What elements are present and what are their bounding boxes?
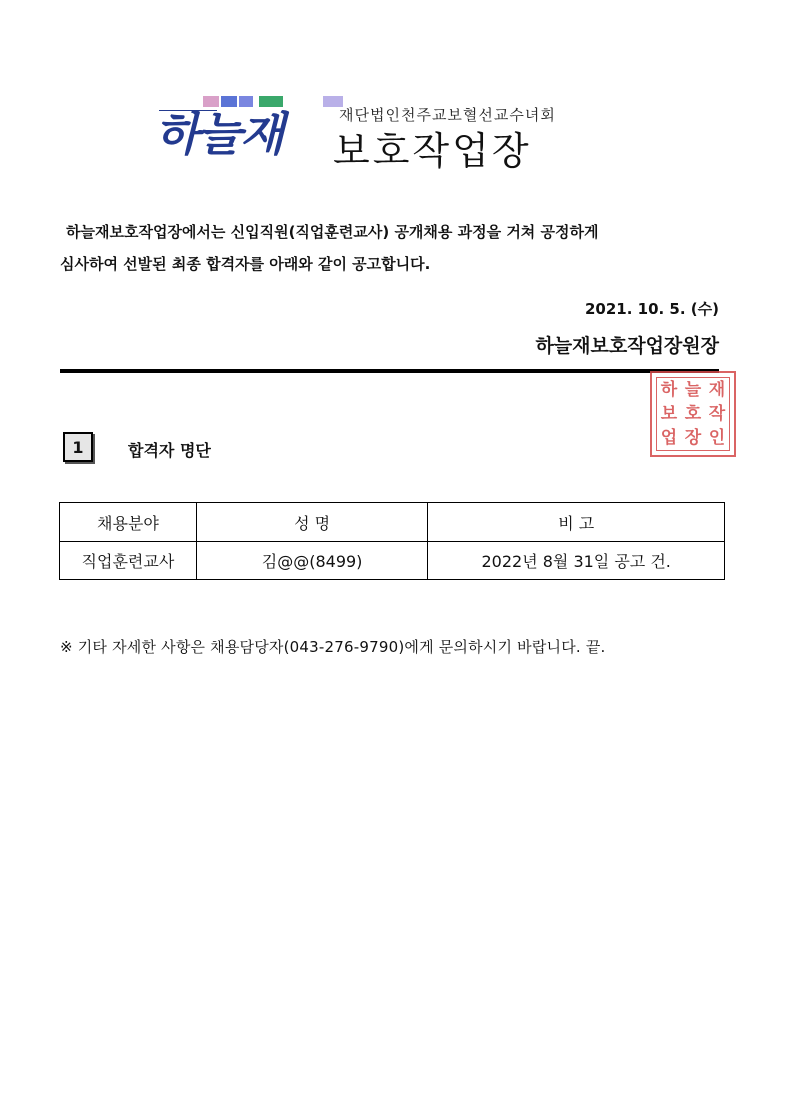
intro-paragraph xyxy=(60,216,700,280)
intro-line-1: 하늘재보호작업장에서는 신입직원(직업훈련교사) 공개채용 과정을 거쳐 공정하게 xyxy=(66,223,599,241)
header-field: 채용분야 xyxy=(60,503,197,542)
cell-remarks: 2022년 8월 31일 공고 건. xyxy=(428,542,725,580)
seal-char: 작 xyxy=(708,403,726,424)
seal-grid xyxy=(656,377,730,451)
announcement-date: 2021. 10. 5. (수) xyxy=(584,300,719,318)
seal-char: 업 xyxy=(660,427,678,448)
header-rule xyxy=(60,369,719,373)
table-row xyxy=(60,542,725,580)
seal-char: 하 xyxy=(660,379,678,400)
seal-char: 재 xyxy=(708,379,726,400)
contact-note: ※ 기타 자세한 사항은 채용담당자(043-276-9790)에게 문의하시기 바랍니다. 끝. xyxy=(60,638,606,656)
seal-char: 늘 xyxy=(684,379,702,400)
cell-field: 직업훈련교사 xyxy=(60,542,197,580)
intro-line-2: 심사하여 선발된 최종 합격자를 아래와 같이 공고합니다. xyxy=(60,255,431,273)
results-table xyxy=(59,502,725,580)
logo-brand-text: 하늘재 xyxy=(155,107,283,161)
signer-name: 하늘재보호작업장원장 xyxy=(535,335,719,357)
section-number-box: 1 xyxy=(63,432,93,462)
header-remarks: 비 고 xyxy=(428,503,725,542)
organization-logo xyxy=(155,96,585,173)
seal-char: 장 xyxy=(684,427,702,448)
seal-char: 보 xyxy=(660,403,678,424)
logo-title: 보호작업장 xyxy=(333,129,532,173)
cell-name: 김@@(8499) xyxy=(196,542,428,580)
official-seal-stamp xyxy=(650,371,736,457)
header-name: 성 명 xyxy=(196,503,428,542)
seal-char: 인 xyxy=(708,427,726,448)
section-title: 합격자 명단 xyxy=(128,441,211,460)
table-header-row xyxy=(60,503,725,542)
logo-subtitle: 재단법인천주교보혈선교수녀회 xyxy=(339,106,556,124)
seal-char: 호 xyxy=(684,403,702,424)
